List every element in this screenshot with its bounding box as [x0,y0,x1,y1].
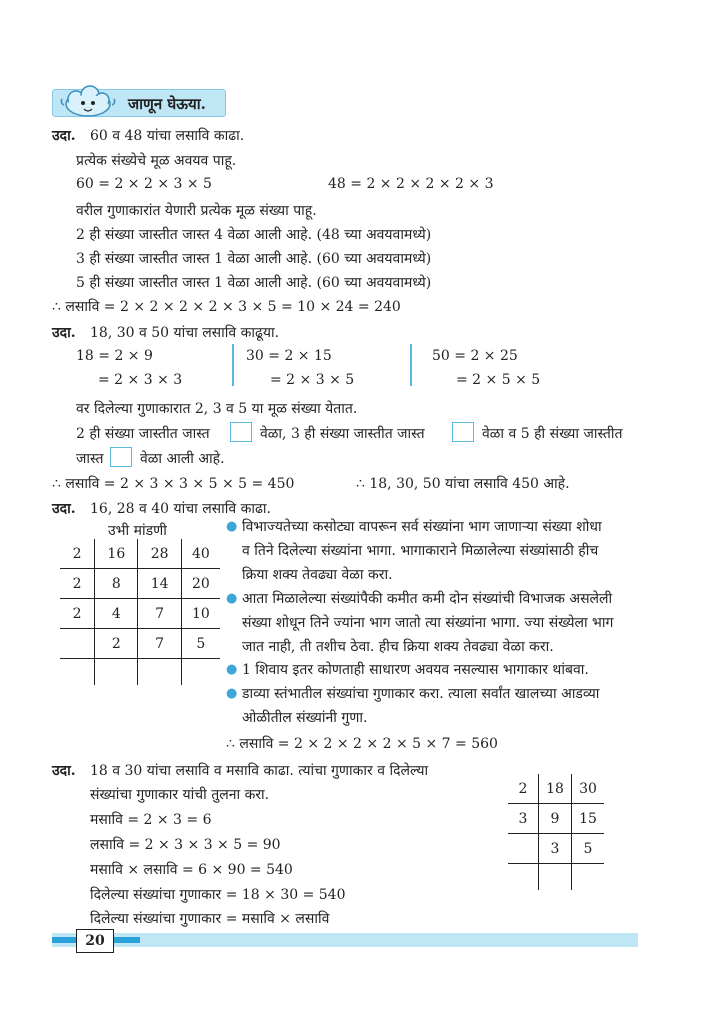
table-cell [181,659,220,686]
table-cell: 5 [572,834,605,864]
example-label: उदा. [52,325,76,341]
text-line: वेळा, 3 ही संख्या जास्तीत जास्त [260,426,425,442]
table-cell: 2 [508,774,539,804]
table-row [60,539,220,569]
instruction-line: ओळीतील संख्यांनी गुणा. [242,710,368,726]
table-cell: 9 [539,804,572,834]
text-line: लसावि = 2 × 3 × 3 × 5 = 90 [90,837,281,853]
example-question: संख्यांचा गुणाकार यांची तुलना करा. [90,787,270,803]
example-question: 16, 28 व 40 यांचा लसावि काढा. [90,501,271,517]
table-row [508,774,604,804]
answer-box[interactable] [452,422,474,442]
text-line: 2 ही संख्या जास्तीत जास्त [76,426,210,442]
table-cell: 7 [138,629,181,659]
text-line: मसावि × लसावि = 6 × 90 = 540 [90,862,293,878]
table-cell: 20 [181,569,220,599]
table-cell: 3 [539,834,572,864]
example-label: उदा. [52,763,76,779]
table-row [508,804,604,834]
table-row [60,659,220,686]
factorization-48: 48 = 2 × 2 × 2 × 2 × 3 [328,176,494,192]
text-line: मसावि = 2 × 3 = 6 [90,812,212,828]
table-cell: 30 [572,774,605,804]
example-label: उदा. [52,128,76,144]
bullet-icon: ● [226,686,238,701]
answer-box[interactable] [110,447,132,467]
table-row [60,569,220,599]
factorization-60: 60 = 2 × 2 × 3 × 5 [76,176,212,192]
table-row [60,629,220,659]
instruction-line: व तिने दिलेल्या संख्यांना भागा. भागाकाराने मिळालेल्या संख्यांसाठी हीच [242,543,599,559]
answer-box[interactable] [230,422,252,442]
text-line: प्रत्येक संख्येचे मूळ अवयव पाहू. [76,153,237,169]
column-divider [232,344,234,386]
example-question: 60 व 48 यांचा लसावि काढा. [90,128,245,144]
table-cell [60,659,95,686]
table-cell [508,864,539,891]
table-cell [95,659,138,686]
instruction-line: डाव्या स्तंभातील संख्यांचा गुणाकार करा. त्याला सर्वांत खालच्या आडव्या [242,686,600,702]
cloud-icon [58,85,118,119]
bullet-icon: ● [226,662,238,677]
table-cell: 2 [60,539,95,569]
table-row [508,834,604,864]
example-label: उदा. [52,501,76,517]
text-line: जास्त [76,451,104,467]
factorization-18-step: = 2 × 3 × 3 [98,372,183,388]
table-cell: 7 [138,599,181,629]
table-cell: 8 [95,569,138,599]
text-line: वेळा आली आहे. [140,451,225,467]
text-line: वरील गुणाकारांत येणारी प्रत्येक मूळ संख्या पाहू. [76,203,317,219]
table-cell: 14 [138,569,181,599]
table-cell: 18 [539,774,572,804]
result-line: ∴ लसावि = 2 × 2 × 2 × 2 × 3 × 5 = 10 × 24 = 240 [52,299,401,315]
example-question: 18 व 30 यांचा लसावि व मसावि काढा. त्यांचा गुणाकार व दिलेल्या [90,763,429,779]
table-title: उभी मांडणी [108,523,167,539]
instruction-line: जात नाही, ती तशीच ठेवा. हीच क्रिया शक्य तेवढ्या वेळा करा. [242,639,554,655]
instruction-line: 1 शिवाय इतर कोणताही साधारण अवयव नसल्यास भागाकार थांबवा. [242,662,589,678]
table-cell: 10 [181,599,220,629]
table-cell: 2 [60,599,95,629]
table-cell: 40 [181,539,220,569]
table-cell [572,864,605,891]
factorization-30-step: = 2 × 3 × 5 [270,372,355,388]
instruction-line: आता मिळालेल्या संख्यांपैकी कमीत कमी दोन संख्यांची विभाजक असलेली [242,591,613,607]
text-line: 2 ही संख्या जास्तीत जास्त 4 वेळा आली आहे. (48 च्या अवयवामध्ये) [76,227,432,243]
text-line: दिलेल्या संख्यांचा गुणाकार = 18 × 30 = 540 [90,887,346,903]
instruction-line: क्रिया शक्य तेवढ्या वेळा करा. [242,567,393,583]
text-line: 5 ही संख्या जास्तीत जास्त 1 वेळा आली आहे. (60 च्या अवयवामध्ये) [76,275,432,291]
result-line: ∴ लसावि = 2 × 3 × 3 × 5 × 5 = 450 [52,476,295,492]
column-divider [410,344,412,386]
section-title: जाणून घेऊया. [128,95,206,113]
factorization-50: 50 = 2 × 25 [432,348,518,364]
table-cell: 4 [95,599,138,629]
table-cell [508,834,539,864]
result-line: ∴ लसावि = 2 × 2 × 2 × 2 × 5 × 7 = 560 [226,736,498,752]
table-cell: 2 [60,569,95,599]
table-cell [60,629,95,659]
table-cell: 3 [508,804,539,834]
text-line: वर दिलेल्या गुणाकारात 2, 3 व 5 या मूळ संख्या येतात. [76,401,358,417]
text-line: 3 ही संख्या जास्तीत जास्त 1 वेळा आली आहे. (60 च्या अवयवामध्ये) [76,251,432,267]
text-line: वेळा व 5 ही संख्या जास्तीत [482,426,623,442]
result-line: ∴ 18, 30, 50 यांचा लसावि 450 आहे. [356,476,570,492]
division-table [508,774,604,890]
table-row [60,599,220,629]
table-cell: 16 [95,539,138,569]
bullet-icon: ● [226,591,238,606]
page-number: 20 [76,929,114,953]
table-row [508,864,604,891]
table-cell: 15 [572,804,605,834]
factorization-18: 18 = 2 × 9 [76,348,153,364]
table-cell [539,864,572,891]
factorization-50-step: = 2 × 5 × 5 [456,372,541,388]
table-cell: 2 [95,629,138,659]
division-table [60,539,220,685]
factorization-30: 30 = 2 × 15 [246,348,332,364]
instruction-line: संख्या शोधून तिने ज्यांना भाग जातो त्या संख्यांना भागा. ज्या संख्येला भाग [242,615,614,631]
example-question: 18, 30 व 50 यांचा लसावि काढूया. [90,325,280,341]
bullet-icon: ● [226,519,238,534]
instruction-line: विभाज्यतेच्या कसोट्या वापरून सर्व संख्यांना भाग जाणाऱ्या संख्या शोधा [242,519,602,535]
text-line: दिलेल्या संख्यांचा गुणाकार = मसावि × लसावि [90,911,330,927]
table-cell: 28 [138,539,181,569]
table-cell [138,659,181,686]
table-cell: 5 [181,629,220,659]
